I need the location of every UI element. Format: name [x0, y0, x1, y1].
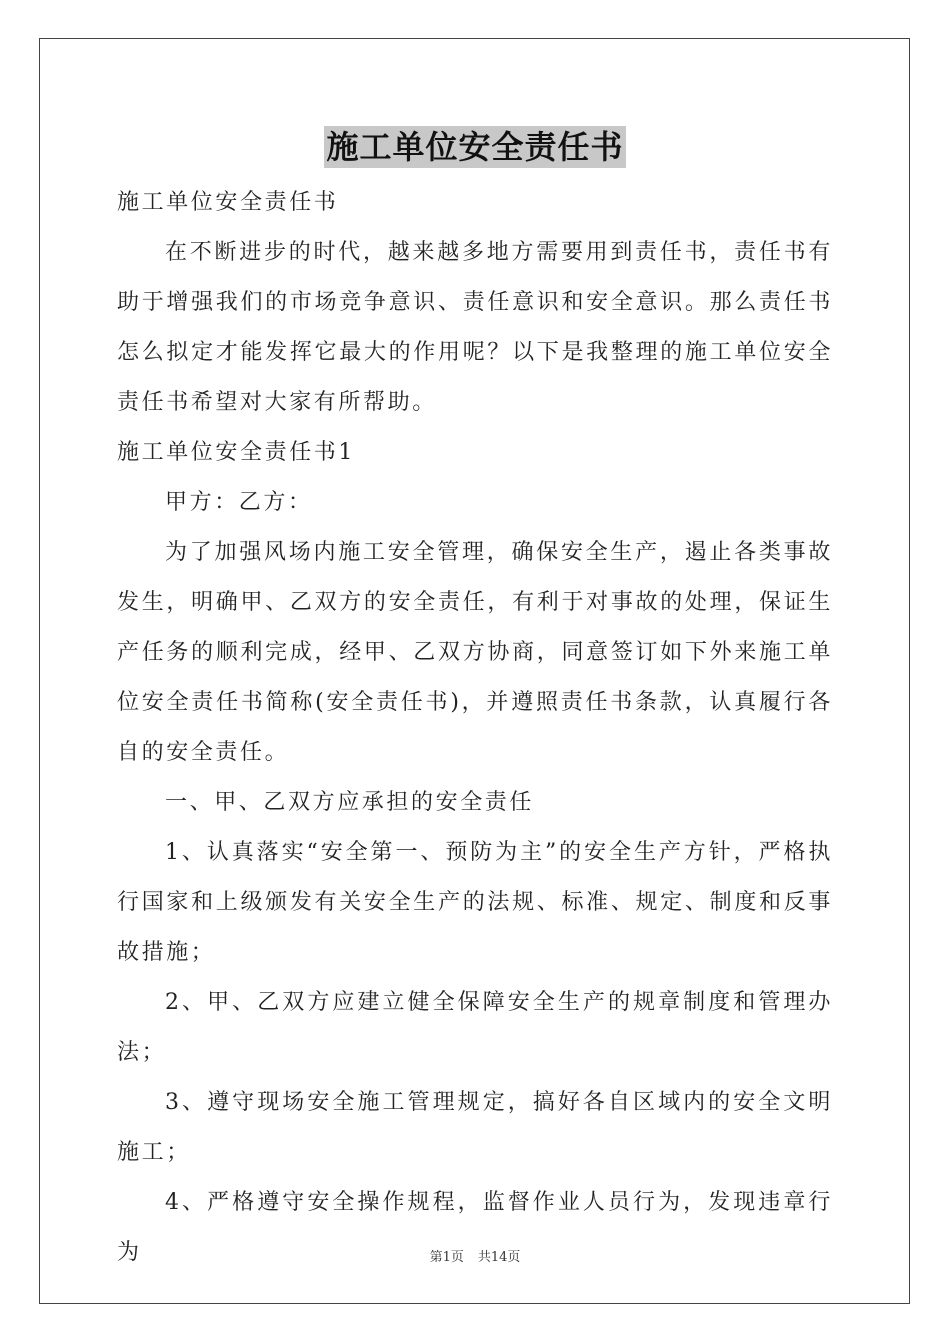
paragraph: 施工单位安全责任书 [117, 190, 339, 215]
paragraph: 4、严格遵守安全操作规程，监督作业人员行为，发现违章行为 [117, 1190, 833, 1265]
paragraph: 甲方：乙方： [165, 490, 313, 515]
paragraph: 2、甲、乙双方应建立健全保障安全生产的规章制度和管理办法； [117, 990, 833, 1065]
paragraph: 为了加强风场内施工安全管理，确保安全生产，遏止各类事故发生，明确甲、乙双方的安全责任，有利于对事故的处理，保证生产任务的顺利完成，经甲、乙双方协商，同意签订如下外来施工单位安全责任书简称(安全责任书)，并遵照责任书条款，认真履行各自的安全责任。 [117, 540, 833, 765]
document-body [117, 178, 833, 1278]
paragraph: 3、遵守现场安全施工管理规定，搞好各自区域内的安全文明施工； [117, 1090, 833, 1165]
title-area [0, 126, 950, 168]
paragraph: 1、认真落实“安全第一、预防为主”的安全生产方针，严格执行国家和上级颁发有关安全生产的法规、标准、规定、制度和反事故措施； [117, 840, 833, 965]
paragraph: 在不断进步的时代，越来越多地方需要用到责任书，责任书有助于增强我们的市场竞争意识、责任意识和安全意识。那么责任书怎么拟定才能发挥它最大的作用呢？以下是我整理的施工单位安全责任书希望对大家有所帮助。 [117, 240, 833, 415]
page-footer [0, 1246, 950, 1265]
section-heading: 施工单位安全责任书1 [117, 440, 355, 465]
paragraph: 一、甲、乙双方应承担的安全责任 [165, 790, 535, 815]
document-title: 施工单位安全责任书 [326, 128, 624, 166]
page-total: 共14页 [477, 1250, 521, 1265]
page-number: 第1页 [429, 1250, 464, 1265]
